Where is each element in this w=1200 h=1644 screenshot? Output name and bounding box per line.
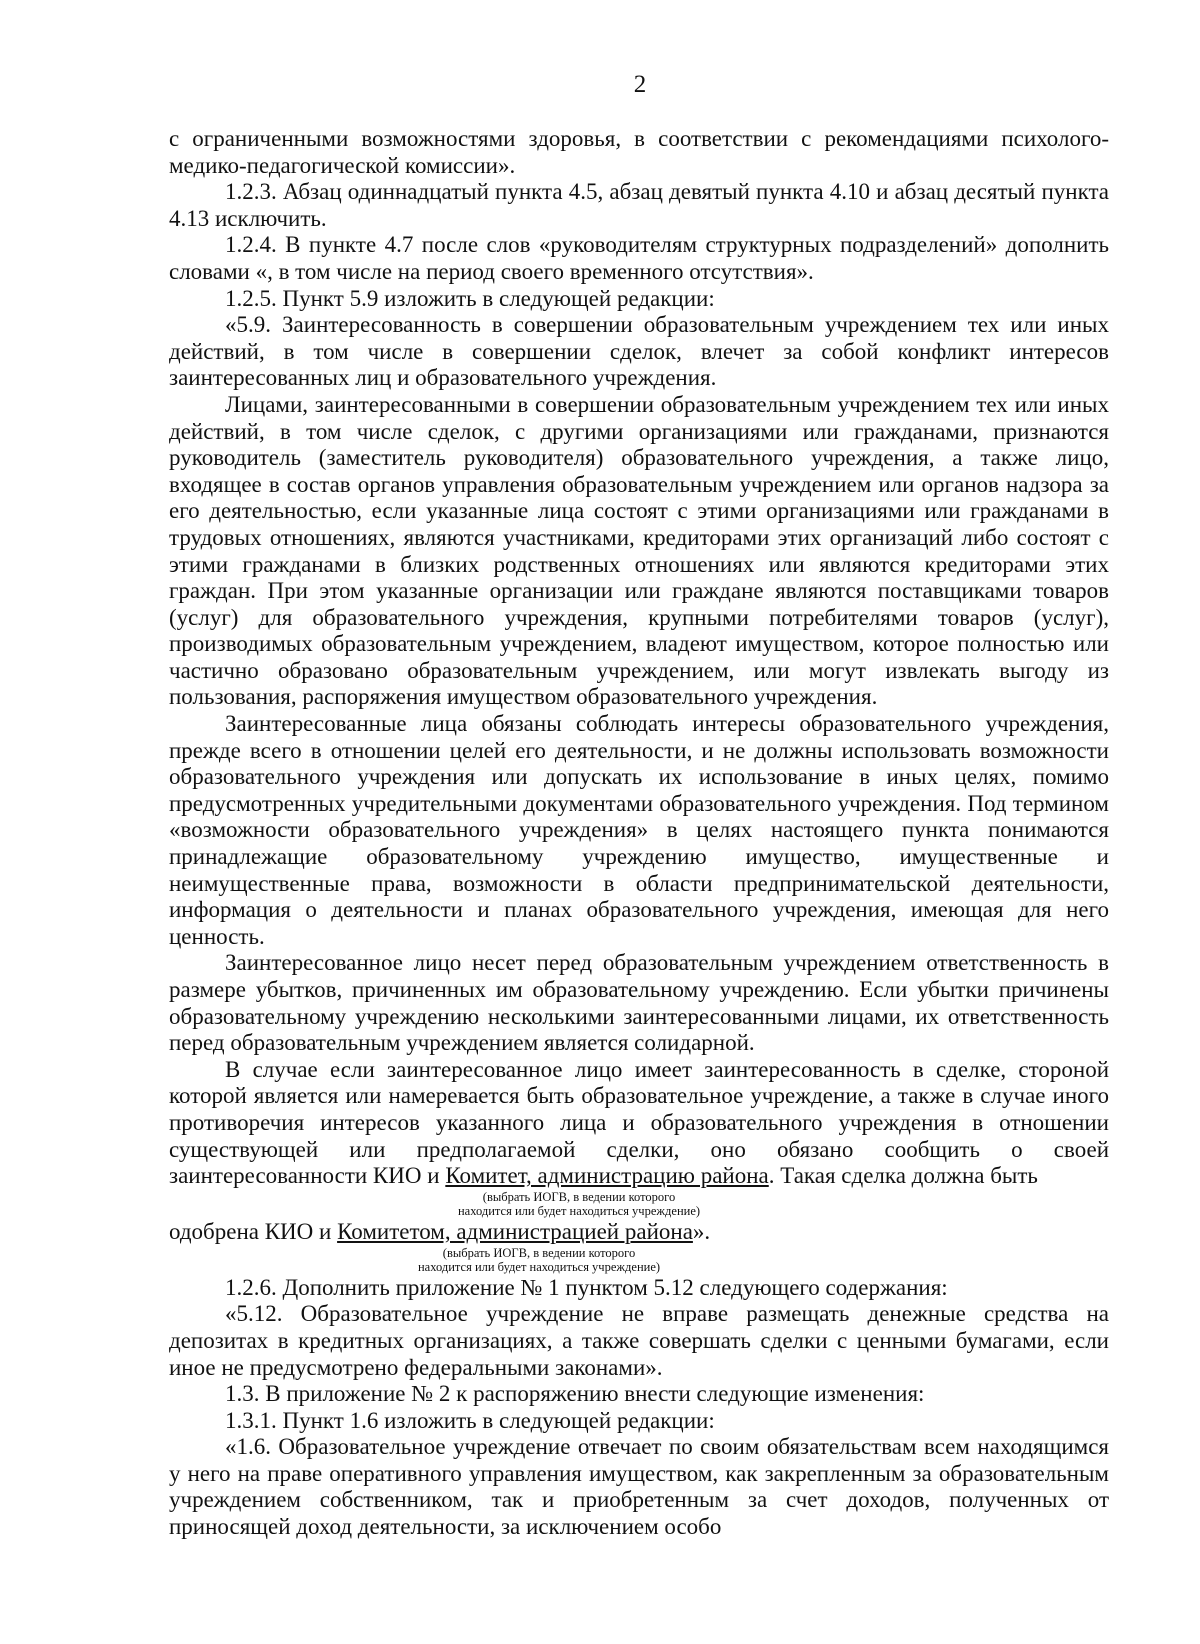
paragraph-text-tail: ».	[692, 1218, 711, 1244]
underlined-authority: Комитетом, администрацией района	[337, 1218, 693, 1244]
paragraph-conflict-of-interest	[169, 1057, 1109, 1190]
paragraph-text: одобрена КИО и	[169, 1218, 338, 1244]
paragraph-1-2-6: 1.2.6. Дополнить приложение № 1 пунктом 5.12 следующего содержания:	[225, 1274, 948, 1300]
paragraph-1-2-3: 1.2.3. Абзац одиннадцатый пункта 4.5, абзац девятый пункта 4.10 и абзац десятый пункта 4.13 исключить.	[169, 179, 1109, 231]
paragraph-approval	[169, 1219, 1109, 1246]
paragraph-obligations: Заинтересованные лица обязаны соблюдать интересы образовательного учреждения, прежде всего в отношении целей его деятельности, и не должны использовать возможности образовательного учреждения или допускать их использование в иных целях, помимо предусмотренных учредительными документами образовательного учреждения. Под термином «возможности образовательного учреждения» в целях настоящего пункта понимаются принадлежащие образовательному учреждению имущество, имущественные и неимущественные права, возможности в области предпринимательской деятельности, информация о деятельности и планах образовательного учреждения, имеющая для него ценность.	[169, 711, 1109, 949]
paragraph-text: В случае если заинтересованное лицо имеет заинтересованность в сделке, стороной которой является или намеревается быть образовательное учреждение, а также в случае иного противоречия интересов указанного лица и образовательного учреждения в отношении существующей или предполагаемой сделки, оно обязано сообщить о своей заинтересованности КИО и	[169, 1056, 1109, 1189]
footnote-line: (выбрать ИОГВ, в ведении которого	[442, 1245, 636, 1260]
underlined-authority: Комитет, администрацию района	[445, 1163, 769, 1189]
paragraph-interested-persons: Лицами, заинтересованными в совершении образовательным учреждением тех или иных действий, в том числе сделок, с другими организациями или гражданами, признаются руководитель (заместитель руководителя) образовательного учреждения, а также лицо, входящее в состав органов управления образовательным учреждением или органов надзора за его деятельностью, если указанные лица состоят с этими организациями или гражданами в трудовых отношениях, являются участниками, кредиторами этих организаций либо состоят с этими гражданами в близких родственных отношениях или являются кредиторами этих граждан. При этом указанные организации или граждане являются поставщиками товаров (услуг) для образовательного учреждения, крупными потребителями товаров (услуг), производимых образовательным учреждением, владеют имуществом, которое полностью или частично образовано образовательным учреждением, или могут извлекать выгоду из пользования, распоряжения имуществом образовательного учреждения.	[169, 391, 1109, 710]
footnote-select-authority	[369, 1190, 789, 1219]
footnote-line: находится или будет находиться учреждение)	[417, 1260, 661, 1275]
paragraph-1-2-5: 1.2.5. Пункт 5.9 изложить в следующей редакции:	[225, 285, 715, 311]
paragraph-continuation: с ограниченными возможностями здоровья, в соответствии с рекомендациями психолого-медико-педагогической комиссии».	[169, 126, 1109, 178]
paragraph-liability: Заинтересованное лицо несет перед образовательным учреждением ответственность в размере убытков, причиненных им образовательному учреждению. Если убытки причинены образовательному учреждению несколькими заинтересованными лицами, их ответственность перед образовательным учреждением является солидарной.	[169, 950, 1109, 1056]
paragraph-5-9: «5.9. Заинтересованность в совершении образовательным учреждением тех или иных действий, в том числе в совершении сделок, влечет за собой конфликт интересов заинтересованных лиц и образовательного учреждения.	[169, 312, 1109, 391]
paragraph-1-6: «1.6. Образовательное учреждение отвечает по своим обязательствам всем находящимся у него на праве оперативного управления имуществом, как закрепленным за образовательным учреждением собственником, так и приобретенным за счет доходов, полученных от приносящей доход деятельности, за исключением особо	[169, 1434, 1109, 1540]
paragraph-1-3-1: 1.3.1. Пункт 1.6 изложить в следующей редакции:	[225, 1407, 715, 1433]
document-body	[169, 126, 1109, 1541]
paragraph-1-2-4: 1.2.4. В пункте 4.7 после слов «руководителям структурных подразделений» дополнить словами «, в том числе на период своего временного отсутствия».	[169, 232, 1109, 284]
page-number: 2	[633, 71, 647, 98]
footnote-line: находится или будет находиться учреждение)	[457, 1204, 701, 1219]
paragraph-text-tail: . Такая сделка должна быть	[768, 1163, 1038, 1189]
footnote-line: (выбрать ИОГВ, в ведении которого	[482, 1189, 676, 1204]
footnote-select-authority	[329, 1246, 749, 1275]
paragraph-5-12: «5.12. Образовательное учреждение не вправе размещать денежные средства на депозитах в кредитных организациях, а также совершать сделки с ценными бумагами, если иное не предусмотрено федеральными законами».	[169, 1301, 1109, 1380]
paragraph-1-3: 1.3. В приложение № 2 к распоряжению внести следующие изменения:	[225, 1381, 925, 1407]
